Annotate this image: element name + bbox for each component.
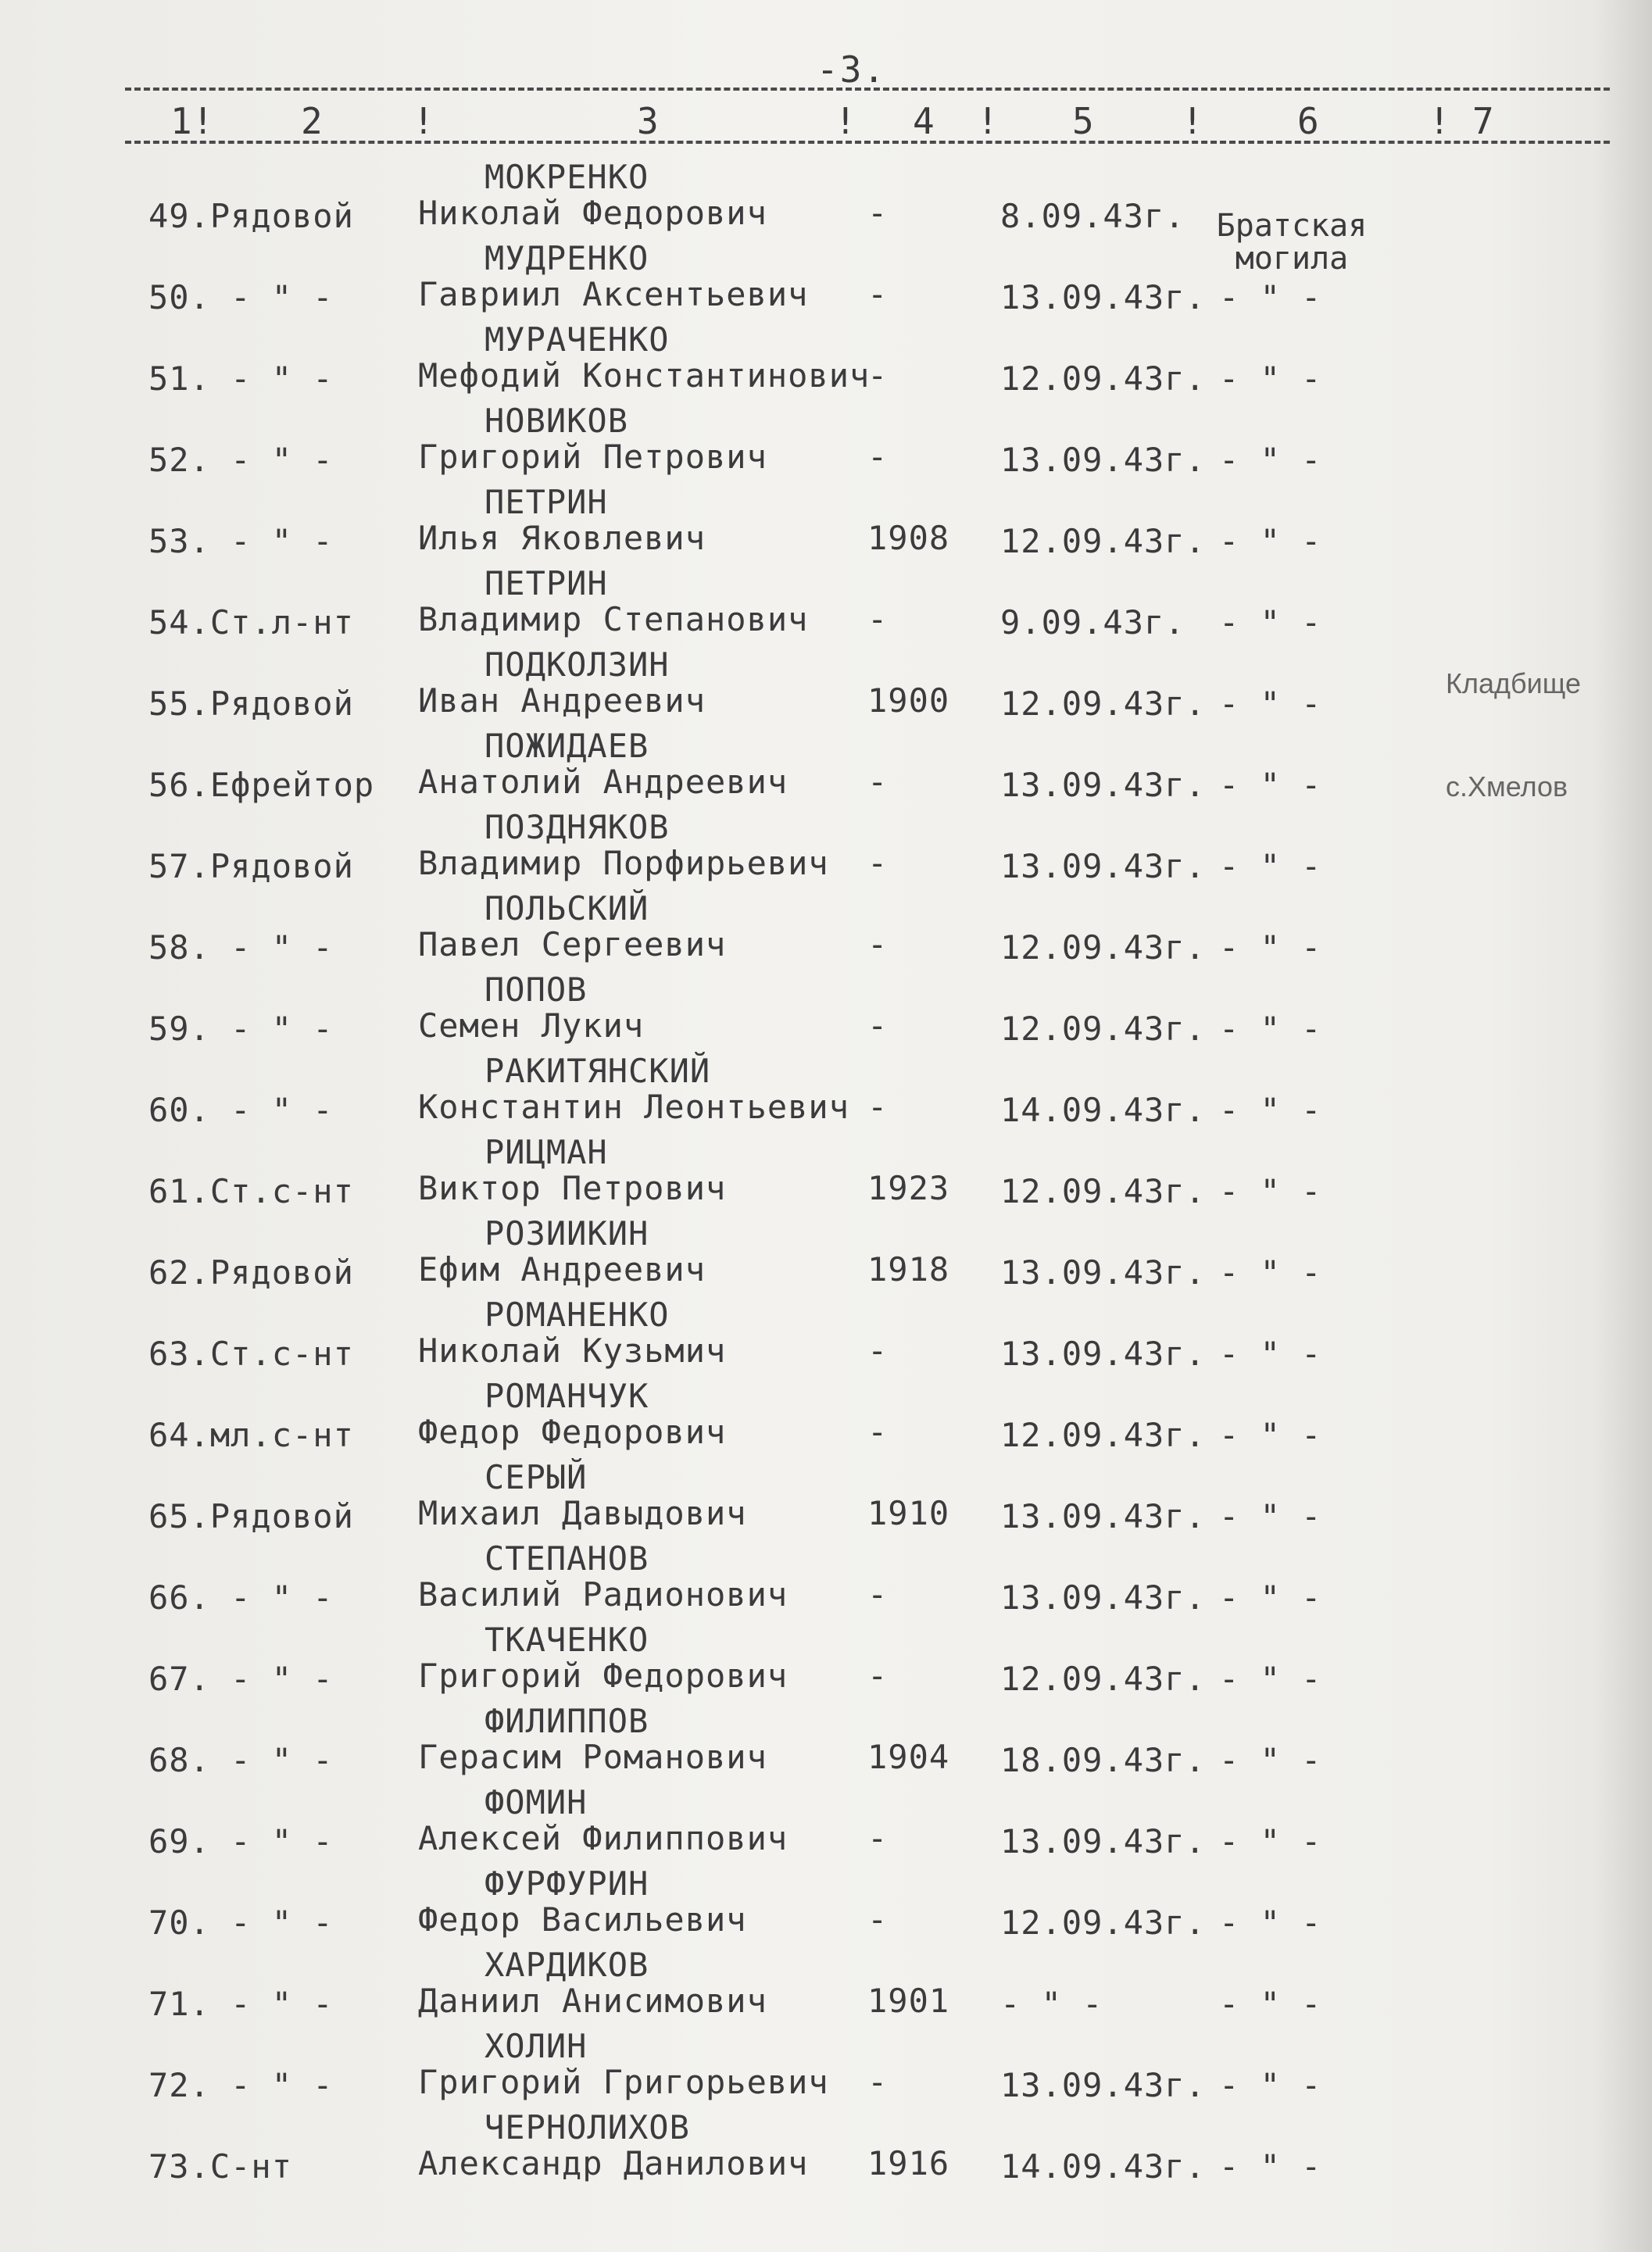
entry-number-rank: 64.мл.с-нт	[148, 1416, 354, 1454]
entry-given-name: Федор Васильевич	[418, 1900, 747, 1939]
entry-death-date: 13.09.43г.	[1000, 441, 1206, 479]
mass-grave-label-line1: Братская	[1216, 208, 1368, 244]
entry-surname: РОМАНЧУК	[485, 1377, 649, 1415]
entry-surname: ПОЖИДАЕВ	[485, 727, 649, 765]
entry-death-date: 13.09.43г.	[1000, 1253, 1206, 1292]
entry-number-rank: 57.Рядовой	[148, 847, 354, 885]
entry-birth-year: -	[867, 1900, 889, 1939]
entry-number-rank: 51. - " -	[148, 359, 334, 398]
entry-burial-place: - " -	[1219, 2066, 1322, 2104]
entry-surname: ЧЕРНОЛИХОВ	[485, 2108, 690, 2147]
list-item	[0, 1530, 1652, 1617]
entry-given-name: Григорий Григорьевич	[418, 2063, 829, 2101]
entry-death-date: 13.09.43г.	[1000, 278, 1206, 316]
list-item	[0, 717, 1652, 804]
entry-burial-place: - " -	[1219, 1253, 1322, 1292]
entry-given-name: Виктор Петрович	[418, 1169, 727, 1207]
entry-death-date: 13.09.43г.	[1000, 847, 1206, 885]
list-item	[0, 474, 1652, 560]
entry-burial-place: - " -	[1219, 1416, 1322, 1454]
entry-death-date: - " -	[1000, 1985, 1103, 2023]
entry-burial-place: - " -	[1219, 2147, 1322, 2186]
entry-birth-year: -	[867, 1332, 889, 1370]
mass-grave-label-line2: могила	[1235, 241, 1349, 277]
entry-number-rank: 63.Ст.с-нт	[148, 1335, 354, 1373]
entry-burial-place: - " -	[1219, 928, 1322, 967]
entry-burial-place: - " -	[1219, 1172, 1322, 1210]
entry-number-rank: 62.Рядовой	[148, 1253, 354, 1292]
entry-birth-year: 1900	[867, 681, 950, 720]
entry-birth-year: -	[867, 925, 889, 963]
entry-surname: ПОПОВ	[485, 971, 588, 1009]
list-item	[0, 555, 1652, 642]
entry-surname: РИЦМАН	[485, 1133, 608, 1171]
entry-burial-place: - " -	[1219, 1091, 1322, 1129]
entry-burial-place: - " -	[1219, 278, 1322, 316]
entry-burial-place: - " -	[1219, 1903, 1322, 1942]
entry-burial-place: - " -	[1219, 1010, 1322, 1048]
cemetery-annotation-line1: Кладбище	[1446, 667, 1581, 699]
entry-birth-year: 1904	[867, 1738, 950, 1776]
entry-surname: ФОМИН	[485, 1783, 588, 1821]
page-number: -3.	[817, 48, 887, 91]
entry-burial-place: - " -	[1219, 1497, 1322, 1535]
entry-given-name: Иван Андреевич	[418, 681, 706, 720]
entry-birth-year: -	[867, 275, 889, 313]
list-item	[0, 1611, 1652, 1698]
entry-surname: НОВИКОВ	[485, 402, 629, 440]
entry-given-name: Илья Яковлевич	[418, 519, 706, 557]
entry-given-name: Григорий Петрович	[418, 438, 767, 476]
entry-given-name: Герасим Романович	[418, 1738, 767, 1776]
entry-birth-year: 1918	[867, 1250, 950, 1289]
entry-death-date: 12.09.43г.	[1000, 522, 1206, 560]
entry-number-rank: 69. - " -	[148, 1822, 334, 1861]
entry-burial-place: - " -	[1219, 1741, 1322, 1779]
list-item	[0, 1693, 1652, 1779]
entry-number-rank: 68. - " -	[148, 1741, 334, 1779]
column-separator: !	[835, 100, 856, 142]
list-item	[0, 961, 1652, 1048]
entry-surname: ХОЛИН	[485, 2027, 588, 2065]
entry-death-date: 18.09.43г.	[1000, 1741, 1206, 1779]
entry-surname: СЕРЫЙ	[485, 1458, 588, 1496]
entry-burial-place: - " -	[1219, 1822, 1322, 1861]
entry-surname: МОКРЕНКО	[485, 158, 649, 196]
entry-given-name: Анатолий Андреевич	[418, 763, 788, 801]
entry-number-rank: 49.Рядовой	[148, 197, 354, 235]
entry-number-rank: 73.С-нт	[148, 2147, 293, 2186]
list-item	[0, 230, 1652, 316]
entry-birth-year: -	[867, 194, 889, 232]
entry-number-rank: 50. - " -	[148, 278, 334, 316]
entry-death-date: 13.09.43г.	[1000, 1335, 1206, 1373]
entry-surname: ПЕТРИН	[485, 564, 608, 602]
column-separator: !	[413, 100, 434, 142]
entry-number-rank: 54.Ст.л-нт	[148, 603, 354, 642]
entry-number-rank: 60. - " -	[148, 1091, 334, 1129]
entry-death-date: 12.09.43г.	[1000, 1172, 1206, 1210]
entry-surname: ФИЛИППОВ	[485, 1702, 649, 1740]
entry-death-date: 8.09.43г.	[1000, 197, 1185, 235]
entry-number-rank: 67. - " -	[148, 1660, 334, 1698]
entry-death-date: 13.09.43г.	[1000, 1822, 1206, 1861]
entry-burial-place: - " -	[1219, 685, 1322, 723]
entry-surname: МУРАЧЕНКО	[485, 320, 670, 359]
entry-death-date: 13.09.43г.	[1000, 2066, 1206, 2104]
cemetery-annotation-line2: с.Хмелов	[1446, 770, 1568, 802]
column-header-2: 2	[301, 100, 323, 142]
entry-number-rank: 58. - " -	[148, 928, 334, 967]
column-separator: !	[977, 100, 999, 142]
list-item	[0, 2018, 1652, 2104]
entry-given-name: Николай Кузьмич	[418, 1332, 727, 1370]
entry-given-name: Мефодий Константинович	[418, 356, 871, 395]
entry-surname: ПОЛЬСКИЙ	[485, 889, 649, 928]
entry-birth-year: -	[867, 1088, 889, 1126]
entry-given-name: Григорий Федорович	[418, 1657, 788, 1695]
entry-number-rank: 61.Ст.с-нт	[148, 1172, 354, 1210]
entry-death-date: 12.09.43г.	[1000, 1010, 1206, 1048]
column-header-1: 1!	[170, 100, 214, 142]
entry-birth-year: -	[867, 1006, 889, 1045]
entry-birth-year: 1908	[867, 519, 950, 557]
entry-number-rank: 53. - " -	[148, 522, 334, 560]
entry-given-name: Федор Федорович	[418, 1413, 727, 1451]
entry-death-date: 12.09.43г.	[1000, 1416, 1206, 1454]
entry-death-date: 12.09.43г.	[1000, 1903, 1206, 1942]
list-item	[0, 1286, 1652, 1373]
column-separator: !	[1182, 100, 1203, 142]
entry-given-name: Алексей Филиппович	[418, 1819, 788, 1857]
entry-surname: РАКИТЯНСКИЙ	[485, 1052, 711, 1090]
list-item	[0, 311, 1652, 398]
entry-burial-place: - " -	[1219, 603, 1322, 642]
entry-birth-year: 1923	[867, 1169, 950, 1207]
entry-birth-year: -	[867, 1819, 889, 1857]
entry-surname: РОМАНЕНКО	[485, 1296, 670, 1334]
column-header-4: 4	[913, 100, 935, 142]
list-item	[0, 1367, 1652, 1454]
column-header-6: 6	[1297, 100, 1319, 142]
entry-given-name: Ефим Андреевич	[418, 1250, 706, 1289]
list-item	[0, 1449, 1652, 1535]
entry-birth-year: -	[867, 600, 889, 638]
entry-number-rank: 70. - " -	[148, 1903, 334, 1942]
header-rule-bottom	[125, 141, 1610, 144]
column-header-3: 3	[637, 100, 659, 142]
list-item	[0, 148, 1652, 235]
entry-surname: РОЗИИКИН	[485, 1214, 649, 1253]
entry-surname: ПОДКОЛЗИН	[485, 645, 670, 684]
entry-number-rank: 65.Рядовой	[148, 1497, 354, 1535]
entry-given-name: Павел Сергеевич	[418, 925, 727, 963]
entry-birth-year: -	[867, 438, 889, 476]
entry-number-rank: 72. - " -	[148, 2066, 334, 2104]
entry-given-name: Михаил Давыдович	[418, 1494, 747, 1532]
entry-death-date: 14.09.43г.	[1000, 1091, 1206, 1129]
entry-birth-year: 1901	[867, 1982, 950, 2020]
entry-number-rank: 71. - " -	[148, 1985, 334, 2023]
entry-given-name: Василий Радионович	[418, 1575, 788, 1614]
entry-surname: ФУРФУРИН	[485, 1864, 649, 1903]
list-item	[0, 880, 1652, 967]
entry-birth-year: -	[867, 2063, 889, 2101]
entry-given-name: Николай Федорович	[418, 194, 767, 232]
entry-number-rank: 66. - " -	[148, 1578, 334, 1617]
list-item	[0, 1936, 1652, 2023]
entry-given-name: Даниил Анисимович	[418, 1982, 767, 2020]
entry-death-date: 13.09.43г.	[1000, 766, 1206, 804]
entry-death-date: 12.09.43г.	[1000, 685, 1206, 723]
entry-birth-year: 1910	[867, 1494, 950, 1532]
entry-given-name: Владимир Порфирьевич	[418, 844, 829, 882]
entry-death-date: 13.09.43г.	[1000, 1578, 1206, 1617]
column-separator: !	[1429, 100, 1450, 142]
entry-surname: ПЕТРИН	[485, 483, 608, 521]
entry-surname: ПОЗДНЯКОВ	[485, 808, 670, 846]
entry-death-date: 9.09.43г.	[1000, 603, 1185, 642]
entry-birth-year: 1916	[867, 2144, 950, 2182]
entry-number-rank: 56.Ефрейтор	[148, 766, 375, 804]
entry-burial-place: - " -	[1219, 1985, 1322, 2023]
list-item	[0, 1855, 1652, 1942]
entry-death-date: 12.09.43г.	[1000, 928, 1206, 967]
entry-burial-place: - " -	[1219, 1335, 1322, 1373]
entry-surname: СТЕПАНОВ	[485, 1539, 649, 1578]
list-item	[0, 636, 1652, 723]
list-item	[0, 799, 1652, 885]
entry-birth-year: -	[867, 1575, 889, 1614]
column-header-5: 5	[1072, 100, 1094, 142]
list-item	[0, 1774, 1652, 1861]
entry-number-rank: 52. - " -	[148, 441, 334, 479]
entry-birth-year: -	[867, 844, 889, 882]
entry-death-date: 14.09.43г.	[1000, 2147, 1206, 2186]
entry-given-name: Гавриил Аксентьевич	[418, 275, 809, 313]
entry-birth-year: -	[867, 763, 889, 801]
list-item	[0, 2099, 1652, 2186]
entry-burial-place: - " -	[1219, 1578, 1322, 1617]
entry-burial-place: - " -	[1219, 766, 1322, 804]
entry-burial-place: - " -	[1219, 847, 1322, 885]
entry-death-date: 12.09.43г.	[1000, 359, 1206, 398]
list-item	[0, 1124, 1652, 1210]
entry-burial-place: - " -	[1219, 359, 1322, 398]
entry-birth-year: -	[867, 356, 889, 395]
entry-burial-place: - " -	[1219, 441, 1322, 479]
list-item	[0, 1042, 1652, 1129]
list-item	[0, 392, 1652, 479]
list-item	[0, 1205, 1652, 1292]
entry-number-rank: 55.Рядовой	[148, 685, 354, 723]
entry-birth-year: -	[867, 1413, 889, 1451]
entry-surname: ТКАЧЕНКО	[485, 1621, 649, 1659]
entry-surname: ХАРДИКОВ	[485, 1946, 649, 1984]
entry-death-date: 12.09.43г.	[1000, 1660, 1206, 1698]
entry-given-name: Владимир Степанович	[418, 600, 809, 638]
entry-death-date: 13.09.43г.	[1000, 1497, 1206, 1535]
entry-burial-place: - " -	[1219, 522, 1322, 560]
header-rule-top	[125, 88, 1610, 91]
entry-given-name: Александр Данилович	[418, 2144, 809, 2182]
entry-given-name: Семен Лукич	[418, 1006, 645, 1045]
entry-surname: МУДРЕНКО	[485, 239, 649, 277]
entry-birth-year: -	[867, 1657, 889, 1695]
entry-number-rank: 59. - " -	[148, 1010, 334, 1048]
entry-given-name: Константин Леонтьевич	[418, 1088, 850, 1126]
entry-burial-place: - " -	[1219, 1660, 1322, 1698]
column-header-7: 7	[1472, 100, 1494, 142]
